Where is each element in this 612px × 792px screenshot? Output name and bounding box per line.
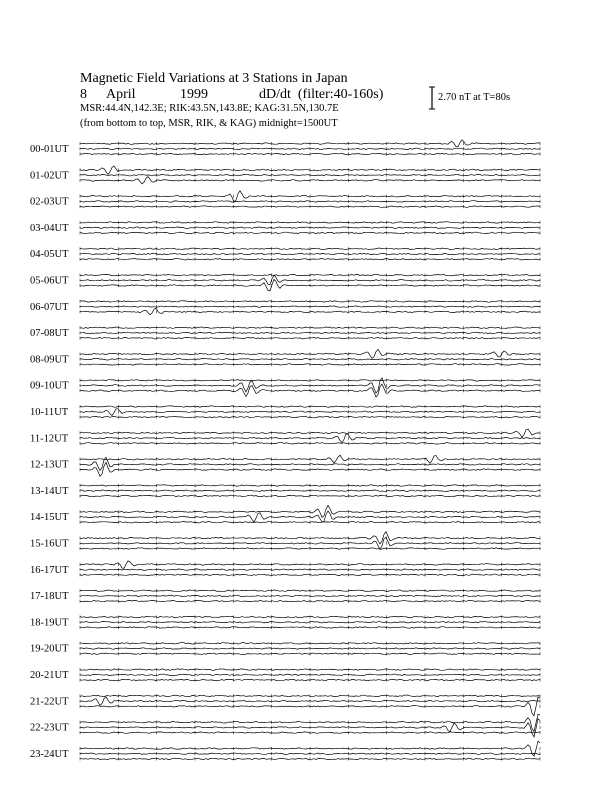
row-label: 12-13UT — [30, 459, 69, 471]
row-label: 16-17UT — [30, 564, 69, 576]
row-label: 00-01UT — [30, 144, 69, 155]
row-label: 15-16UT — [30, 538, 69, 550]
row-label: 04-05UT — [30, 249, 69, 261]
quantity-label: dD/dt — [259, 87, 291, 102]
row-label: 03-04UT — [30, 222, 69, 234]
row-label: 05-06UT — [30, 275, 69, 287]
row-label: 22-23UT — [30, 722, 69, 734]
row-label: 17-18UT — [30, 591, 69, 603]
filter-label: (filter:40-160s) — [297, 87, 384, 102]
chart-title: Magnetic Field Variations at 3 Stations in Japan — [80, 71, 348, 86]
row-label: 19-20UT — [30, 643, 69, 655]
row-label: 10-11UT — [30, 407, 69, 418]
row-label: 20-21UT — [30, 670, 69, 681]
order-note: (from bottom to top, MSR, RIK, & KAG) midnight=1500UT — [80, 118, 338, 129]
scale-label: 2.70 nT at T=80s — [438, 92, 511, 103]
row-label: 14-15UT — [30, 512, 69, 524]
row-label: 11-12UT — [30, 433, 69, 445]
row-label: 23-24UT — [30, 748, 69, 760]
row-label: 08-09UT — [30, 354, 69, 366]
date-year: 1999 — [180, 87, 208, 102]
date-month: April — [106, 87, 136, 102]
row-label: 06-07UT — [30, 301, 69, 313]
row-label: 18-19UT — [30, 617, 69, 629]
row-label: 07-08UT — [30, 328, 69, 340]
row-label: 13-14UT — [30, 485, 69, 497]
row-label: 21-22UT — [30, 696, 69, 708]
row-label: 09-10UT — [30, 380, 69, 392]
row-label: 02-03UT — [30, 196, 69, 208]
row-label: 01-02UT — [30, 170, 69, 182]
date-day: 8 — [80, 87, 87, 102]
stations-line: MSR:44.4N,142.3E; RIK:43.5N,143.8E; KAG:31.5N,130.7E — [80, 103, 339, 114]
